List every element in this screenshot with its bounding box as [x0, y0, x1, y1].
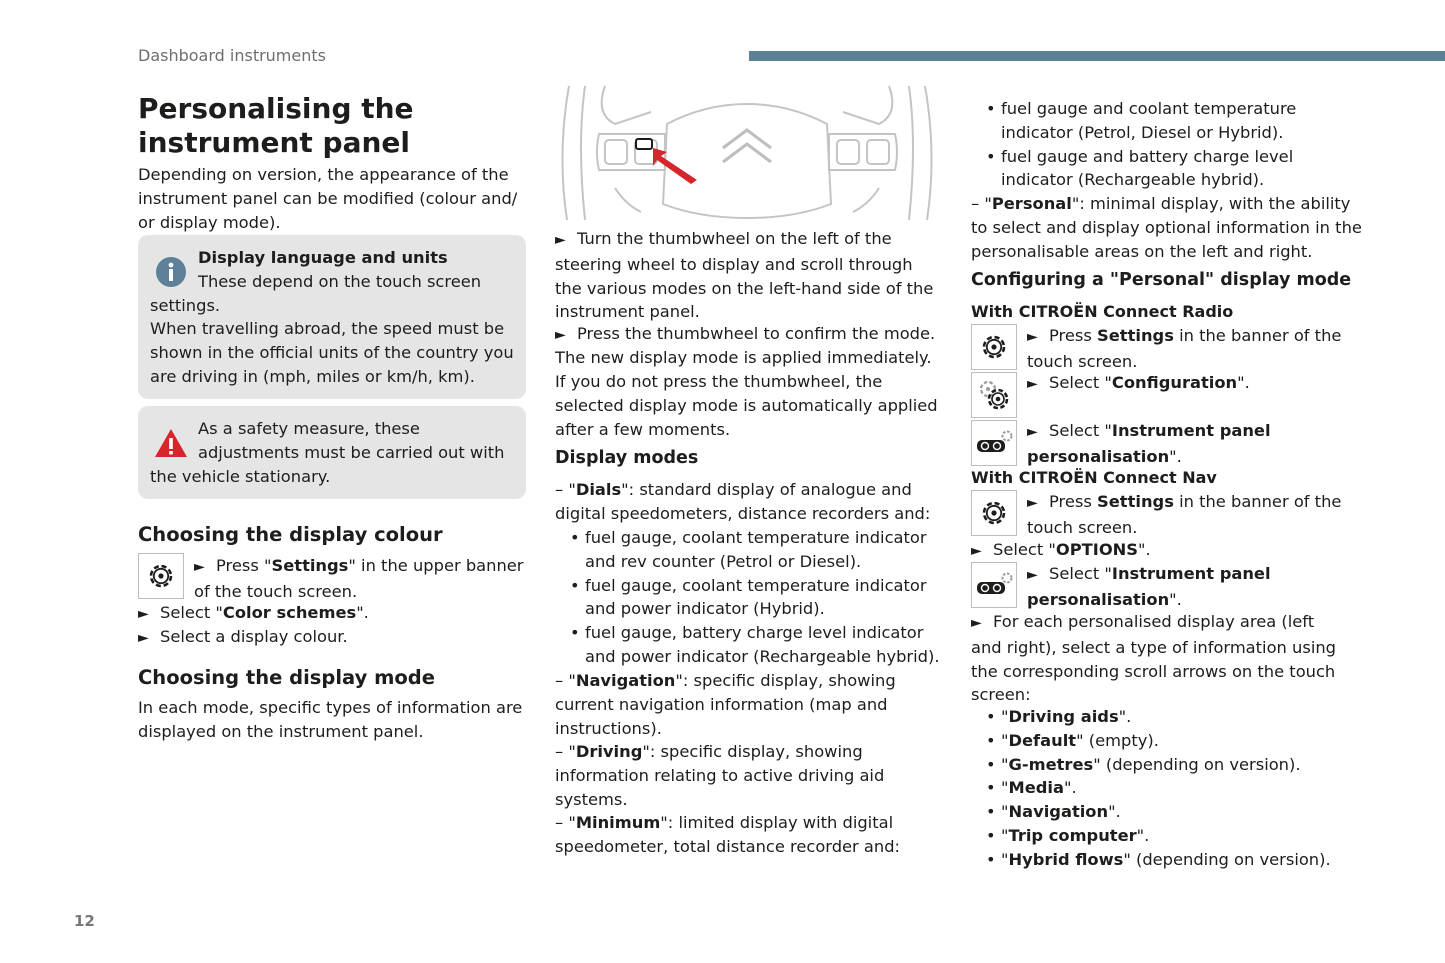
mode-driving: – "Driving": specific display, showing information relating to active driving aid systems.	[555, 742, 885, 809]
radio-step-3: ► Select "Instrument panel personalisation".	[1027, 421, 1271, 466]
dials-list	[555, 526, 940, 669]
list-item: • fuel gauge, battery charge level indicator and power indicator (Rechargeable hybrid).	[555, 621, 940, 669]
info-icon	[150, 246, 198, 286]
display-modes-heading: Display modes	[555, 448, 699, 468]
instrument-panel-icon	[971, 420, 1017, 466]
header-bar	[749, 51, 1445, 61]
auto-apply-text: If you do not press the thumbwheel, the selected display mode is automatically applied after a few moments.	[555, 372, 938, 439]
info-note-line1: These depend on the touch screen settings.	[150, 271, 482, 315]
steering-wheel-illustration	[555, 84, 939, 220]
list-item: • "Trip computer".	[971, 824, 1351, 848]
mode-navigation: – "Navigation": specific display, showing current navigation information (map and instructions).	[555, 671, 896, 738]
nav-step-1: ► Press Settings in the banner of the touch screen.	[1027, 492, 1342, 537]
info-note	[138, 235, 526, 399]
colour-step-1: ► Press "Settings" in the upper banner of the touch screen.	[194, 556, 524, 601]
page-number: 12	[74, 912, 95, 930]
warning-note-text: As a safety measure, these adjustments must be carried out with the vehicle stationary.	[150, 419, 505, 486]
config-heading: Configuring a "Personal" display mode	[971, 270, 1352, 290]
configuration-icon	[971, 372, 1017, 418]
list-item: • fuel gauge, coolant temperature indicator and rev counter (Petrol or Diesel).	[555, 526, 940, 574]
colour-heading: Choosing the display colour	[138, 523, 443, 546]
info-note-heading: Display language and units	[198, 248, 448, 267]
applied-text: The new display mode is applied immediately.	[555, 348, 932, 367]
mode-minimum: – "Minimum": limited display with digital speedometer, total distance recorder and:	[555, 813, 901, 856]
section-title: Dashboard instruments	[138, 46, 326, 65]
nav-step-2: ► Select "OPTIONS".	[971, 540, 1151, 559]
info-note-line2: When travelling abroad, the speed must be shown in the official units of the country you are driving in (mph, miles or km/h, km).	[150, 319, 514, 386]
list-item: • "Driving aids".	[971, 705, 1351, 729]
nav-heading: With CITROËN Connect Nav	[971, 468, 1217, 487]
colour-step-3: ► Select a display colour.	[138, 627, 348, 646]
press-thumbwheel-step: ► Press the thumbwheel to confirm the mode.	[555, 324, 936, 343]
minimum-list	[971, 97, 1351, 192]
list-item: • fuel gauge and battery charge level indicator (Rechargeable hybrid).	[971, 145, 1351, 193]
settings-icon	[971, 490, 1017, 536]
area-options-list	[971, 705, 1351, 872]
mode-heading: Choosing the display mode	[138, 666, 435, 689]
list-item: • fuel gauge and coolant temperature indicator (Petrol, Diesel or Hybrid).	[971, 97, 1351, 145]
radio-step-1: ► Press Settings in the banner of the touch screen.	[1027, 326, 1342, 371]
nav-step-3: ► Select "Instrument panel personalisation".	[1027, 564, 1271, 609]
mode-personal: – "Personal": minimal display, with the ability to select and display optional information in the personalisable areas on the left and right.	[971, 194, 1362, 261]
turn-thumbwheel-step: ► Turn the thumbwheel on the left of the steering wheel to display and scroll through the various modes on the left-hand side of the instrument panel.	[555, 229, 934, 322]
radio-heading: With CITROËN Connect Radio	[971, 302, 1234, 321]
page-heading: Personalising the instrument panel	[138, 92, 414, 159]
mode-dials: – "Dials": standard display of analogue and digital speedometers, distance recorders and:	[555, 480, 931, 523]
settings-icon	[971, 324, 1017, 370]
each-area-step: ► For each personalised display area (left and right), select a type of information using the corresponding scroll arrows on the touch screen:	[971, 612, 1337, 705]
list-item: • "Media".	[971, 776, 1351, 800]
warning-icon	[150, 417, 198, 457]
warning-note	[138, 406, 526, 499]
list-item: • "Navigation".	[971, 800, 1351, 824]
settings-icon	[138, 553, 184, 599]
intro-text: Depending on version, the appearance of the instrument panel can be modified (colour and/ or display mode).	[138, 165, 518, 232]
mode-text: In each mode, specific types of information are displayed on the instrument panel.	[138, 698, 523, 741]
list-item: • fuel gauge, coolant temperature indicator and power indicator (Hybrid).	[555, 574, 940, 622]
list-item: • "Default" (empty).	[971, 729, 1351, 753]
radio-step-2: ► Select "Configuration".	[1027, 373, 1250, 392]
list-item: • "G-metres" (depending on version).	[971, 753, 1351, 777]
list-item: • "Hybrid flows" (depending on version).	[971, 848, 1351, 872]
colour-step-2: ► Select "Color schemes".	[138, 603, 369, 622]
instrument-panel-icon	[971, 562, 1017, 608]
